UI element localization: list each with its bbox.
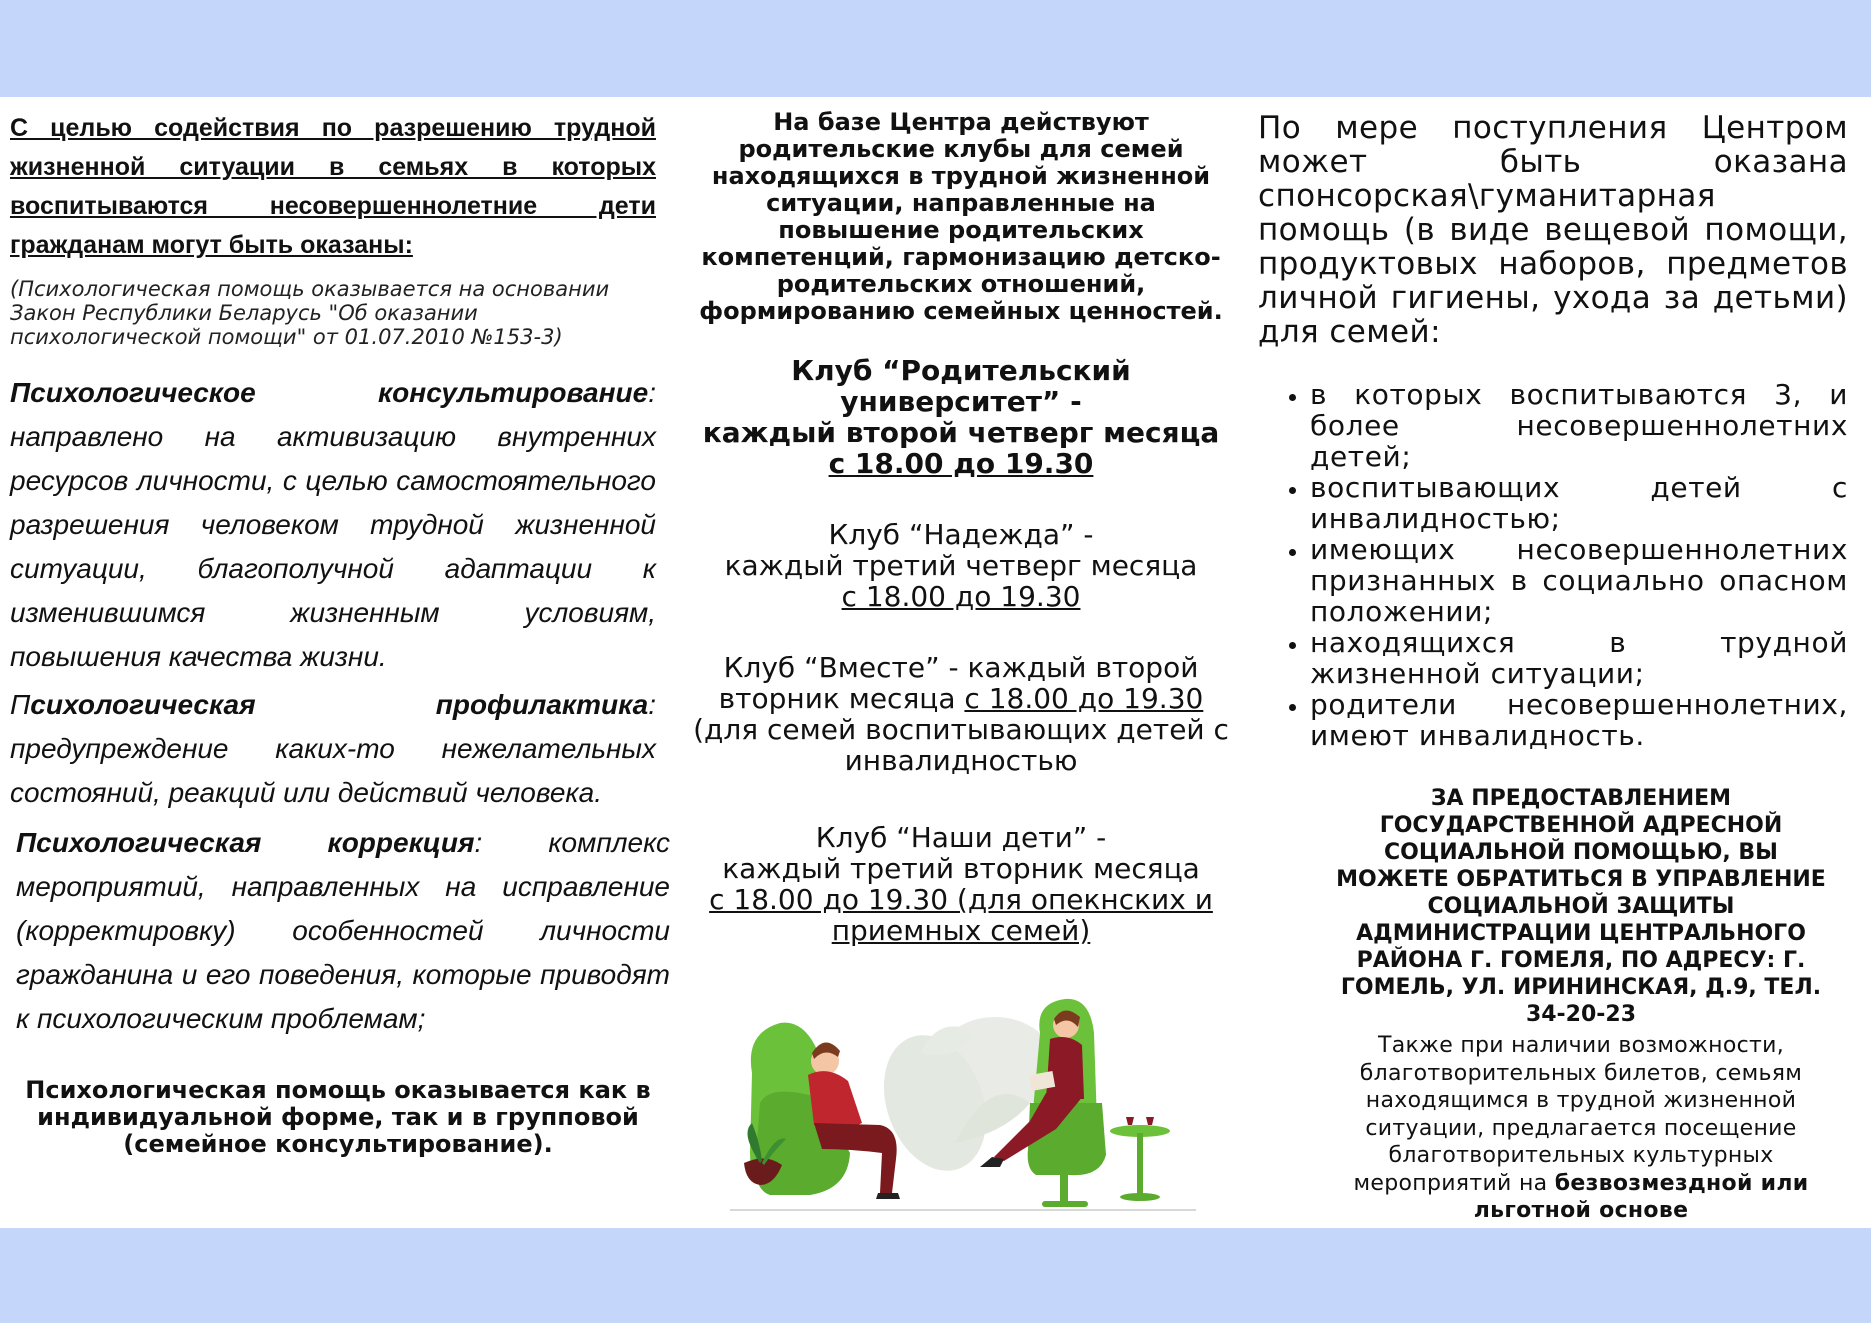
brochure-sheet [0,97,1871,1228]
club-hope-time: с 18.00 до 19.30 [841,580,1081,613]
consulting-paragraph [10,371,656,679]
club-together [686,652,1236,776]
club-our-kids-title: Клуб “Наши дети” - [815,821,1107,854]
correction-paragraph [10,821,670,1041]
law-note: (Психологическая помощь оказывается на основании Закон Республики Беларусь "Об оказании психологической помощи" от 01.07.2010 №153-3) [10,277,610,349]
right-column [1258,97,1848,1225]
social-protection-note: ЗА ПРЕДОСТАВЛЕНИЕМ ГОСУДАРСТВЕННОЙ АДРЕСНОЙ СОЦИАЛЬНОЙ ПОМОЩЬЮ, ВЫ МОЖЕТЕ ОБРАТИТЬСЯ В УПРАВЛЕНИЕ СОЦИАЛЬНОЙ ЗАЩИТЫ АДМИНИСТРАЦИИ ЦЕНТРАЛЬНОГО РАЙОНА Г. ГОМЕЛЯ, ПО АДРЕСУ: Г. ГОМЕЛЬ, УЛ. ИРИНИНСКАЯ, Д.9, ТЕЛ. 34-20-23 [1336,786,1826,1027]
top-band [0,0,1871,97]
club-university [686,355,1236,479]
consulting-text: : направлено на активизацию внутренних ресурсов личности, с целью самостоятельного разрешения человеком трудной жизненной ситуации, благополучной адаптации к изменившимся жизненным условиям, повышения качества жизни. [10,377,656,672]
club-together-note: (для семей воспитывающих детей с инвалидностью [693,713,1229,777]
form-note: Психологическая помощь оказывается как в индивидуальной форме, так и в групповой (семейное консультирование). [25,1076,651,1158]
services-heading: С целью содействия по разрешению трудной жизненной ситуации в семьях в которых воспитываются несовершеннолетние дети гражданам могут быть оказаны: [10,114,656,259]
club-hope-title: Клуб “Надежда” - [828,518,1094,551]
aid-intro: По мере поступления Центром может быть оказана спонсорская\гуманитарная помощь (в виде вещевой помощи, продуктовых наборов, предметов личной гигиены, ухода за детьми) для семей: [1258,110,1848,350]
list-item: • воспитывающих детей с инвалидностью; [1310,472,1848,534]
prevention-text: : предупреждение каких-то нежелательных состояний, реакций или действий человека. [10,689,656,808]
list-item: • в которых воспитываются 3, и более несовершеннолетних детей; [1310,379,1848,472]
prevention-paragraph [10,683,656,815]
clubs-intro: На базе Центра действуют родительские клубы для семей находящихся в трудной жизненной ситуации, направленные на повышение родительских компетенций, гармонизацию детско-родительских отношений, формированию семейных ценностей. [699,108,1223,325]
left-column [10,97,670,1158]
list-item: • имеющих несовершеннолетних признанных в социально опасном положении; [1310,534,1848,627]
counseling-session-illustration [730,953,1196,1215]
correction-text: : комплекс мероприятий, направленных на исправление (корректировку) особенностей личности гражданина и его поведения, которые приводят к психологическим проблемам; [16,827,670,1034]
club-university-time: с 18.00 до 19.30 [828,447,1094,480]
correction-term: Психологическая коррекция [16,827,475,858]
bottom-band [0,1228,1871,1323]
club-hope-schedule: каждый третий четверг месяца [724,549,1198,582]
club-together-time: с 18.00 до 19.30 [964,682,1204,715]
cultural-events-text: Также при наличии возможности, благотворительных билетов, семьям находящимся в трудной жизненной ситуации, предлагается посещение благотворительных культурных мероприятий на [1353,1033,1803,1196]
club-our-kids-time: с 18.00 до 19.30 (для опекнских и приемных семей) [709,883,1213,947]
club-together-title: Клуб “Вместе” - каждый второй вторник месяца [718,651,1199,715]
cultural-events-note [1332,1032,1830,1225]
consulting-term: Психологическое консультирование [10,377,649,408]
club-university-title: Клуб “Родительский университет” - [791,354,1131,418]
families-list [1258,379,1848,751]
list-item: • находящихся в трудной жизненной ситуации; [1310,627,1848,689]
club-our-kids [686,822,1236,946]
prevention-first-letter: П [10,689,31,720]
club-our-kids-schedule: каждый третий вторник месяца [722,852,1200,885]
list-item: • родители несовершеннолетних, имеют инвалидность. [1310,689,1848,751]
club-university-schedule: каждый второй четверг месяца [702,416,1220,449]
cultural-events-bold: безвозмездной или льготной основе [1473,1170,1809,1223]
prevention-term: сихологическая профилактика [30,689,649,720]
club-hope [686,519,1236,612]
middle-column [686,97,1236,946]
